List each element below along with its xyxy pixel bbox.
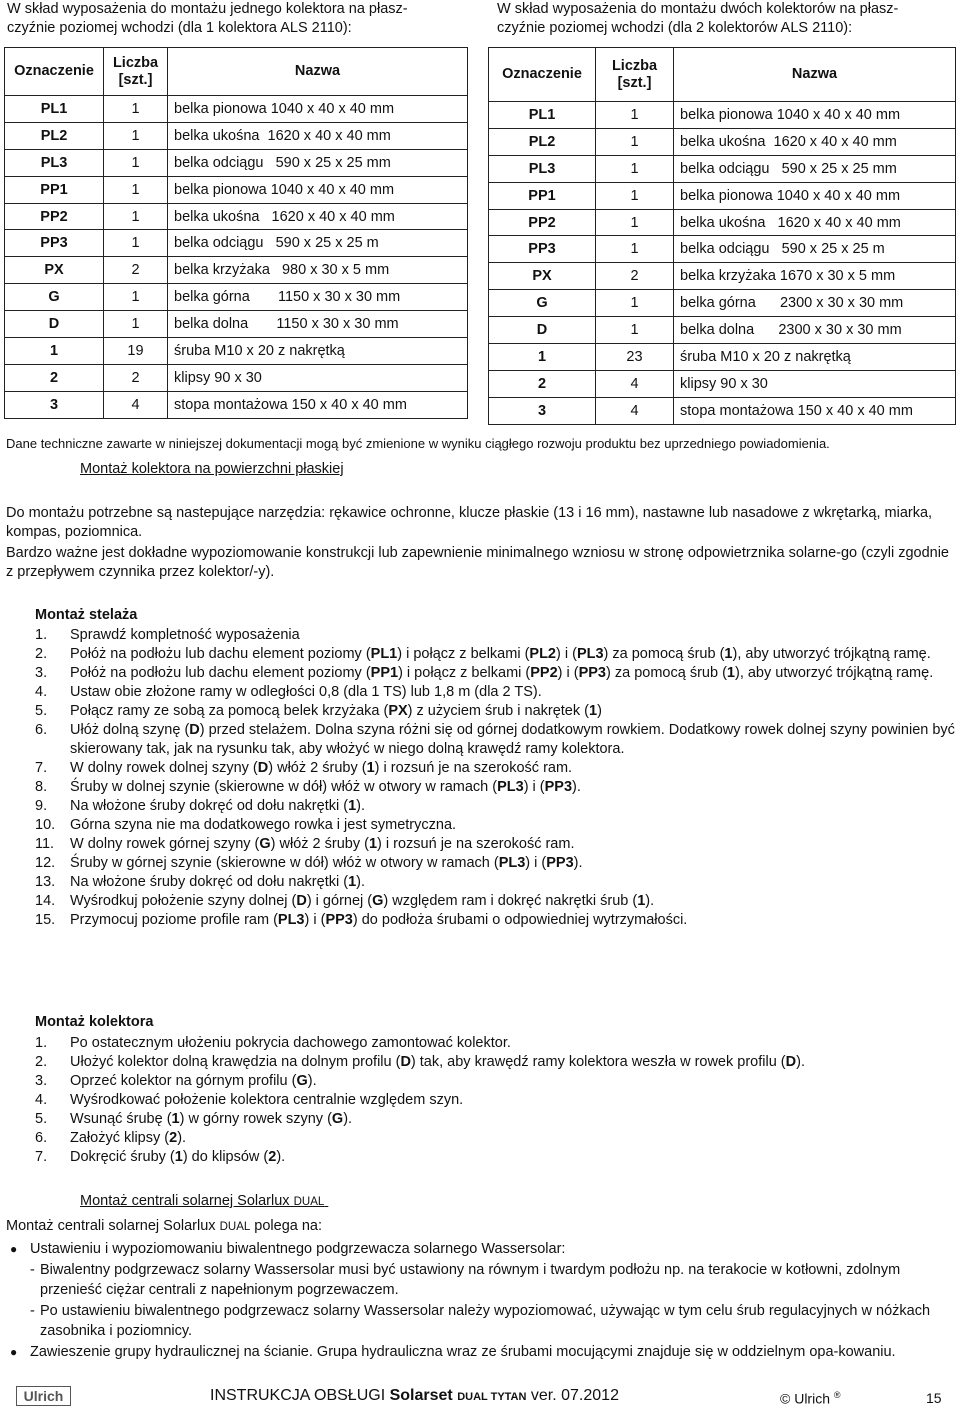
code-cell: 2 — [489, 370, 596, 397]
table-header-row — [489, 48, 956, 102]
qty-cell: 1 — [596, 128, 674, 155]
step-text: W dolny rowek górnej szyny (G) włóż 2 śruby (1) i rozsuń je na szerokość ram. — [70, 836, 575, 852]
bullet-text: Biwalentny podgrzewacz solarny Wassersolar musi być ustawiony na równym i twardym podłożu np. na terakocie w kotłowni, zdolnym przenieść ciężar centrali z napełnionym pogrzewaczem. — [40, 1261, 901, 1298]
bullet-text: Ustawieniu i wypoziomowaniu biwalentnego podgrzewacza solarnego Wassersolar: — [30, 1241, 566, 1257]
step-number: 7. — [35, 760, 48, 776]
bullet-text: Zawieszenie grupy hydraulicznej na ścianie. Grupa hydrauliczna wraz ze śrubami mocującymi znajduje się w oddzielnym opa-kowaniu. — [30, 1343, 896, 1360]
name-cell: belka górna 2300 x 30 x 30 mm — [674, 290, 956, 317]
parts-table-right — [488, 47, 956, 425]
step-item — [35, 1072, 955, 1091]
step-number: 1. — [35, 627, 48, 643]
table-row — [5, 203, 468, 230]
table-row — [5, 391, 468, 418]
step-item — [35, 1148, 955, 1167]
step-number: 13. — [35, 874, 56, 890]
table-row — [5, 149, 468, 176]
step-text: Przymocuj poziome profile ram (PL3) i (PP3) do podłoża śrubami o odpowiedniej wytrzymałości. — [70, 912, 688, 928]
step-number: 6. — [35, 1130, 48, 1146]
name-cell: belka krzyżaka 980 x 30 x 5 mm — [168, 257, 468, 284]
name-cell: belka pionowa 1040 x 40 x 40 mm — [674, 182, 956, 209]
step-text: Ułóż dolną szynę (D) przed stelażem. Dolna szyna różni się od górnej dodatkowym rowkiem. Dodatkowy rowek dolnej szyny powinien być skierowany tak, jak na rysunku tak, aby włożyć w niego dolną krawędź ramy kolektora. — [70, 722, 955, 757]
table-row — [489, 370, 956, 397]
code-cell: G — [5, 284, 104, 311]
code-cell: PP1 — [5, 176, 104, 203]
step-item — [35, 911, 955, 930]
qty-cell: 1 — [104, 96, 168, 123]
parts-table-left — [4, 47, 468, 419]
solar-station-intro: Montaż centrali solarnej Solarlux DUAL polega na: — [6, 1218, 323, 1234]
qty-cell: 1 — [104, 149, 168, 176]
code-cell: PL2 — [5, 122, 104, 149]
step-number: 10. — [35, 817, 56, 833]
table-row — [5, 176, 468, 203]
code-cell: 1 — [489, 344, 596, 371]
bullet-item — [6, 1342, 958, 1363]
table-row — [489, 182, 956, 209]
step-number: 7. — [35, 1149, 48, 1165]
step-item — [35, 1053, 955, 1072]
qty-cell: 4 — [596, 397, 674, 424]
name-cell: belka ukośna 1620 x 40 x 40 mm — [674, 209, 956, 236]
step-number: 2. — [35, 1054, 48, 1070]
step-number: 3. — [35, 1073, 48, 1089]
step-text: Ułożyć kolektor dolną krawędzia na dolnym profilu (D) tak, aby krawędź ramy kolektora weszła w rowek profilu (D). — [70, 1054, 805, 1070]
qty-cell: 4 — [596, 370, 674, 397]
step-text: Wyśrodkuj położenie szyny dolnej (D) i górnej (G) względem ram i dokręć nakrętki śrub (1). — [70, 893, 655, 909]
step-number: 1. — [35, 1035, 48, 1051]
name-cell: belka dolna 2300 x 30 x 30 mm — [674, 317, 956, 344]
bullet-text: Po ustawieniu biwalentnego podgrzewacz solarny Wassersolar należy wypoziomować, używając w tym celu śrub regulacyjnych w nóżkach zasobnika i poziomnicy. — [40, 1302, 931, 1339]
name-cell: belka odciągu 590 x 25 x 25 mm — [674, 155, 956, 182]
step-item — [35, 664, 955, 683]
step-number: 4. — [35, 1092, 48, 1108]
name-cell: belka ukośna 1620 x 40 x 40 mm — [168, 203, 468, 230]
step-text: Na włożone śruby dokręć od dołu nakrętki (1). — [70, 874, 365, 890]
step-text: Wyśrodkować położenie kolektora centralnie względem szyn. — [70, 1092, 464, 1108]
header-name: Nazwa — [168, 48, 468, 96]
code-cell: D — [489, 317, 596, 344]
qty-cell: 2 — [104, 364, 168, 391]
step-item — [35, 835, 955, 854]
code-cell: PP2 — [489, 209, 596, 236]
name-cell: belka pionowa 1040 x 40 x 40 mm — [674, 102, 956, 129]
table-row — [489, 263, 956, 290]
step-text: Dokręcić śruby (1) do klipsów (2). — [70, 1149, 286, 1165]
header-name: Nazwa — [674, 48, 956, 102]
step-item — [35, 759, 955, 778]
dash-icon: - — [30, 1261, 35, 1278]
table-row — [489, 344, 956, 371]
collector-mount-steps — [35, 1034, 955, 1167]
table-header-row — [5, 48, 468, 96]
name-cell: klipsy 90 x 30 — [168, 364, 468, 391]
step-text: Na włożone śruby dokręć od dołu nakrętki (1). — [70, 798, 365, 814]
header-code: Oznaczenie — [5, 48, 104, 96]
step-number: 5. — [35, 1111, 48, 1127]
bullet-icon: ● — [10, 1344, 18, 1359]
code-cell: PL3 — [5, 149, 104, 176]
code-cell: 3 — [489, 397, 596, 424]
qty-cell: 4 — [104, 391, 168, 418]
qty-cell: 1 — [104, 230, 168, 257]
step-text: Połącz ramy ze sobą za pomocą belek krzyżaka (PX) z użyciem śrub i nakrętek (1) — [70, 703, 602, 719]
qty-cell: 1 — [596, 317, 674, 344]
qty-cell: 19 — [104, 338, 168, 365]
qty-cell: 1 — [104, 284, 168, 311]
page-number: 15 — [926, 1390, 942, 1406]
section-title-flat-mount: Montaż kolektora na powierzchni płaskiej — [80, 461, 344, 477]
table-row — [5, 338, 468, 365]
name-cell: klipsy 90 x 30 — [674, 370, 956, 397]
step-text: Połóż na podłożu lub dachu element poziomy (PL1) i połącz z belkami (PL2) i (PL3) za pomocą śrub (1), aby utworzyć trójkątną ramę. — [70, 646, 931, 662]
leveling-paragraph: Bardzo ważne jest dokładne wypoziomowanie konstrukcji lub zapewnienie minimalnego wzniosu w stronę odpowietrznika solarne-go (czyli zgodnie z przepływem czynnika przez kolektor/-y). — [6, 545, 949, 580]
code-cell: G — [489, 290, 596, 317]
step-item — [35, 854, 955, 873]
step-text: Ustaw obie złożone ramy w odległości 0,8 (dla 1 TS) lub 1,8 m (dla 2 TS). — [70, 684, 542, 700]
step-number: 6. — [35, 722, 48, 738]
name-cell: belka odciągu 590 x 25 x 25 mm — [168, 149, 468, 176]
step-text: Wsunąć śrubę (1) w górny rowek szyny (G). — [70, 1111, 353, 1127]
sub-bullet-item — [6, 1260, 958, 1301]
name-cell: belka dolna 1150 x 30 x 30 mm — [168, 311, 468, 338]
step-item — [35, 1129, 955, 1148]
step-number: 11. — [35, 836, 55, 852]
step-number: 3. — [35, 665, 48, 681]
name-cell: śruba M10 x 20 z nakrętką — [674, 344, 956, 371]
page-footer — [0, 1383, 960, 1407]
code-cell: PP3 — [5, 230, 104, 257]
step-item — [35, 1034, 955, 1053]
step-number: 9. — [35, 798, 48, 814]
qty-cell: 1 — [596, 209, 674, 236]
step-number: 5. — [35, 703, 48, 719]
header-code: Oznaczenie — [489, 48, 596, 102]
qty-cell: 1 — [104, 176, 168, 203]
step-number: 4. — [35, 684, 48, 700]
step-item — [35, 1110, 955, 1129]
name-cell: belka odciągu 590 x 25 x 25 m — [168, 230, 468, 257]
solar-station-bullets — [6, 1239, 958, 1362]
step-item — [35, 683, 955, 702]
section-title-solar-station: Montaż centrali solarnej Solarlux DUAL — [80, 1193, 325, 1209]
code-cell: PP3 — [489, 236, 596, 263]
qty-cell: 1 — [596, 290, 674, 317]
step-item — [35, 816, 955, 835]
qty-cell: 1 — [104, 311, 168, 338]
table-row — [489, 128, 956, 155]
tools-paragraph: Do montażu potrzebne są nastepujące narzędzia: rękawice ochronne, klucze płaskie (13 i 16 mm), nastawne lub nasadowe z wkrętarką, miarka, kompas, poziomnica. — [6, 505, 933, 540]
footer-title: INSTRUKCJA OBSŁUGI Solarset DUAL TYTAN ver. 07.2012 — [210, 1387, 619, 1404]
step-item — [35, 626, 955, 645]
header-qty: Liczba [szt.] — [104, 48, 168, 96]
frame-mount-steps — [35, 626, 955, 930]
step-number: 14. — [35, 893, 56, 909]
table-row — [5, 364, 468, 391]
qty-cell: 2 — [104, 257, 168, 284]
code-cell: 2 — [5, 364, 104, 391]
code-cell: PX — [489, 263, 596, 290]
step-text: W dolny rowek dolnej szyny (D) włóż 2 śruby (1) i rozsuń je na szerokość ram. — [70, 760, 573, 776]
ulrich-logo: Ulrich — [16, 1386, 71, 1406]
code-cell: PX — [5, 257, 104, 284]
step-item — [35, 892, 955, 911]
step-text: Założyć klipsy (2). — [70, 1130, 187, 1146]
step-item — [35, 702, 955, 721]
table-row — [489, 102, 956, 129]
step-item — [35, 645, 955, 664]
intro-left: W skład wyposażenia do montażu jednego kolektora na płasz- czyźnie poziomej wchodzi (dla 1 kolektora ALS 2110): — [7, 1, 408, 36]
code-cell: PL2 — [489, 128, 596, 155]
qty-cell: 1 — [596, 155, 674, 182]
table-row — [489, 397, 956, 424]
step-text: Sprawdź kompletność wyposażenia — [70, 627, 300, 643]
dash-icon: - — [30, 1302, 35, 1319]
name-cell: belka odciągu 590 x 25 x 25 m — [674, 236, 956, 263]
step-item — [35, 1091, 955, 1110]
name-cell: belka ukośna 1620 x 40 x 40 mm — [168, 122, 468, 149]
code-cell: PP2 — [5, 203, 104, 230]
table-row — [489, 209, 956, 236]
intro-right: W skład wyposażenia do montażu dwóch kolektorów na płasz- czyźnie poziomej wchodzi (dla 2 kolektorów ALS 2110): — [497, 1, 899, 36]
step-text: Śruby w górnej szynie (skierowne w dół) włóż w otwory w ramach (PL3) i (PP3). — [70, 855, 583, 871]
disclaimer: Dane techniczne zawarte w niniejszej dokumentacji mogą być zmienione w wyniku ciągłego rozwoju produktu bez uprzedniego powiadomienia. — [6, 436, 830, 451]
header-qty: Liczba [szt.] — [596, 48, 674, 102]
sub-bullet-item — [6, 1301, 958, 1342]
step-text: Połóż na podłożu lub dachu element poziomy (PP1) i połącz z belkami (PP2) i (PP3) za pomocą śrub (1), aby utworzyć trójkątną ramę. — [70, 665, 934, 681]
name-cell: belka górna 1150 x 30 x 30 mm — [168, 284, 468, 311]
step-text: Po ostatecznym ułożeniu pokrycia dachowego zamontować kolektor. — [70, 1035, 511, 1051]
table-row — [5, 284, 468, 311]
code-cell: 1 — [5, 338, 104, 365]
code-cell: PL1 — [489, 102, 596, 129]
code-cell: 3 — [5, 391, 104, 418]
qty-cell: 1 — [596, 236, 674, 263]
collector-mount-heading: Montaż kolektora — [35, 1014, 154, 1030]
footer-copyright: © Ulrich ® — [780, 1390, 841, 1407]
qty-cell: 1 — [104, 203, 168, 230]
qty-cell: 1 — [596, 182, 674, 209]
step-text: Oprzeć kolektor na górnym profilu (G). — [70, 1073, 317, 1089]
step-item — [35, 721, 955, 759]
qty-cell: 2 — [596, 263, 674, 290]
bullet-icon: ● — [10, 1242, 18, 1256]
step-number: 15. — [35, 912, 56, 928]
table-row — [5, 311, 468, 338]
step-item — [35, 797, 955, 816]
qty-cell: 23 — [596, 344, 674, 371]
code-cell: PL1 — [5, 96, 104, 123]
name-cell: stopa montażowa 150 x 40 x 40 mm — [674, 397, 956, 424]
step-item — [35, 778, 955, 797]
name-cell: belka ukośna 1620 x 40 x 40 mm — [674, 128, 956, 155]
name-cell: śruba M10 x 20 z nakrętką — [168, 338, 468, 365]
qty-cell: 1 — [104, 122, 168, 149]
name-cell: stopa montażowa 150 x 40 x 40 mm — [168, 391, 468, 418]
table-row — [489, 290, 956, 317]
bullet-item — [6, 1239, 958, 1260]
table-row — [5, 230, 468, 257]
step-number: 8. — [35, 779, 48, 795]
table-row — [5, 257, 468, 284]
step-item — [35, 873, 955, 892]
table-row — [489, 155, 956, 182]
code-cell: PP1 — [489, 182, 596, 209]
step-number: 2. — [35, 646, 48, 662]
table-row — [5, 122, 468, 149]
table-row — [5, 96, 468, 123]
step-number: 12. — [35, 855, 56, 871]
table-row — [489, 317, 956, 344]
table-row — [489, 236, 956, 263]
frame-mount-heading: Montaż stelaża — [35, 607, 138, 623]
step-text: Śruby w dolnej szynie (skierowne w dół) włóż w otwory w ramach (PL3) i (PP3). — [70, 779, 581, 795]
code-cell: PL3 — [489, 155, 596, 182]
name-cell: belka pionowa 1040 x 40 x 40 mm — [168, 96, 468, 123]
code-cell: D — [5, 311, 104, 338]
name-cell: belka pionowa 1040 x 40 x 40 mm — [168, 176, 468, 203]
qty-cell: 1 — [596, 102, 674, 129]
name-cell: belka krzyżaka 1670 x 30 x 5 mm — [674, 263, 956, 290]
step-text: Górna szyna nie ma dodatkowego rowka i jest symetryczna. — [70, 817, 457, 833]
